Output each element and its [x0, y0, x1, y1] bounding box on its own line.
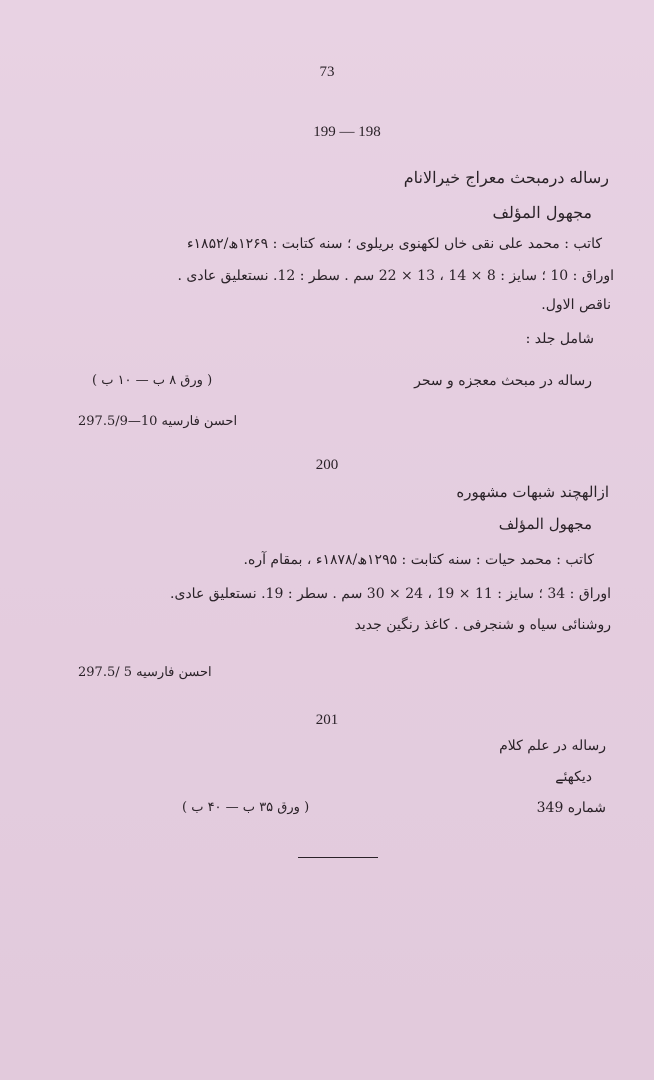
entry-shelfmark: احسن فارسیه 5 /297.5 — [78, 665, 212, 680]
entry-sub-title: رساله در مبحث معجزه و سحر — [414, 373, 592, 389]
entry-sub-folios: ( ورق ۸ ب — ۱۰ ب ) — [92, 373, 213, 388]
entry-title: رساله در علم کلام — [499, 738, 606, 754]
entry-see: دیکهئے — [555, 769, 592, 785]
entry-folios: اوراق : 34 ؛ سایز : 11 × 19 ، 24 × 30 سم . سطر : 19. نستعلیق عادی. — [170, 586, 611, 602]
entry-incomplete: ناقص الاول. — [541, 297, 611, 313]
entry-scribe: کاتب : محمد حیات : سنه کتابت : ۱۲۹۵ھ/۱۸۷۸ء ، بمقام آره. — [243, 552, 594, 568]
entry-folios: ( ورق ۳۵ ب — ۴۰ ب ) — [182, 800, 310, 815]
entry-ref: شماره 349 — [536, 800, 606, 816]
end-rule — [298, 857, 378, 858]
entry-folios: اوراق : 10 ؛ سایز : 8 × 14 ، 13 × 22 سم . سطر : 12. نستعلیق عادی . — [177, 268, 614, 284]
entry-title: رساله درمبحث معراج خیرالانام — [403, 168, 609, 187]
entry-number: 200 — [315, 457, 339, 473]
entry-ink-paper: روشنائی سیاه و شنجرفی . کاغذ رنگین جدید — [354, 617, 611, 633]
entry-title: ازالهچند شبهات مشهوره — [456, 483, 609, 501]
entry-author: مجهول المؤلف — [498, 515, 592, 533]
entry-number: 201 — [315, 712, 339, 728]
entry-scribe: کاتب : محمد علی نقی خاں لکهنوی بریلوی ؛ سنه کتابت : ۱۲۶۹ھ/۱۸۵۲ء — [186, 236, 602, 252]
entry-number: 199 — 198 — [313, 124, 381, 140]
page-number: 73 — [319, 64, 335, 80]
entry-shelfmark: احسن فارسیه 10—297.5/9 — [78, 414, 238, 429]
entry-contains-label: شامل جلد : — [525, 331, 594, 347]
entry-author: مجهول المؤلف — [492, 203, 592, 222]
